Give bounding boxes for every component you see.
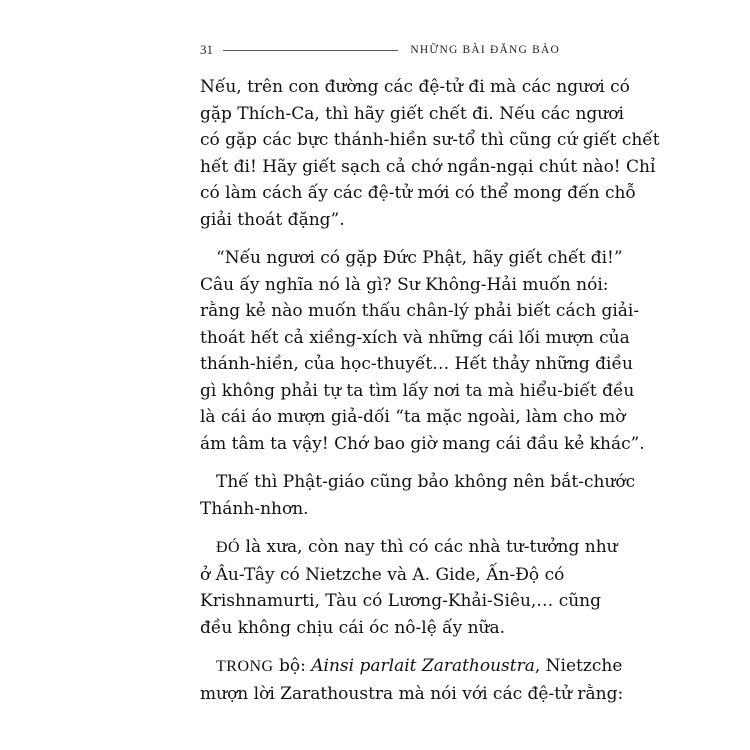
- line-rest: , Nietzche: [534, 656, 623, 676]
- header-rule: [223, 50, 398, 51]
- book-title: Ainsi parlait Zarathoustra: [311, 656, 535, 676]
- text-line: là cái áo mượn giả-dối “ta mặc ngoài, làm cho mờ: [200, 407, 626, 427]
- text-line: Krishnamurti, Tàu có Lương-Khải-Siêu,… cũng: [200, 591, 602, 611]
- text-line: rằng kẻ nào muốn thấu chân-lý phải biết cách giải-: [200, 301, 640, 321]
- paragraph-1: [200, 74, 660, 233]
- paragraph-2: [200, 245, 645, 457]
- text-line: Nếu, trên con đường các đệ-tử đi mà các ngươi có: [200, 77, 630, 97]
- paragraph-4: [200, 534, 618, 641]
- page-number: 31: [200, 42, 213, 57]
- text-line: Thánh-nhơn.: [200, 498, 309, 519]
- text-line: Câu ấy nghĩa nó là gì? Sư Không-Hải muốn nói:: [200, 274, 609, 295]
- text-line: “Nếu ngươi có gặp Đức Phật, hãy giết chết đi!”: [216, 248, 623, 268]
- text-line: Thế thì Phật-giáo cũng bảo không nên bắt-chước: [216, 472, 636, 492]
- text-line: gì không phải tự ta tìm lấy nơi ta mà hiểu-biết đều: [200, 380, 635, 401]
- text-line: thoát hết cả xiềng-xích và những cái lối mượn của: [200, 327, 630, 348]
- text-line: ở Âu-Tây có Nietzche và A. Gide, Ấn-Độ có: [200, 564, 565, 585]
- text-line: có gặp các bực thánh-hiền sư-tổ thì cũng cứ giết chết: [200, 130, 660, 150]
- paragraph-5: [200, 653, 624, 707]
- lead-caps: ĐÓ: [216, 539, 241, 556]
- lead-caps: TRONG: [216, 658, 274, 675]
- text-line: hết đi! Hãy giết sạch cả chớ ngần-ngại chút nào! Chỉ: [200, 156, 656, 177]
- text-line: thánh-hiền, của học-thuyết… Hết thảy những điều: [200, 354, 633, 374]
- running-head: NHỮNG BÀI ĐĂNG BẢO: [410, 44, 560, 56]
- text-line: mượn lời Zarathoustra mà nói với các đệ-tử rằng:: [200, 683, 624, 704]
- line-rest: bộ:: [273, 656, 312, 676]
- body-text: [200, 74, 660, 707]
- text-line: [200, 534, 618, 562]
- text-line: có làm cách ấy các đệ-tử mới có thể mong đến chỗ: [200, 183, 636, 203]
- text-line: gặp Thích-Ca, thì hãy giết chết đi. Nếu các ngươi: [200, 103, 624, 124]
- text-line: đều không chịu cái óc nô-lệ ấy nữa.: [200, 617, 506, 638]
- text-line: giải thoát đặng”.: [200, 209, 345, 230]
- page-header: [200, 38, 560, 62]
- paragraph-3: [200, 469, 636, 522]
- text-line: ám tâm ta vậy! Chớ bao giờ mang cái đầu kẻ khác”.: [200, 433, 645, 454]
- text-line: [200, 653, 623, 681]
- line-rest: là xưa, còn nay thì có các nhà tư-tưởng như: [240, 537, 618, 557]
